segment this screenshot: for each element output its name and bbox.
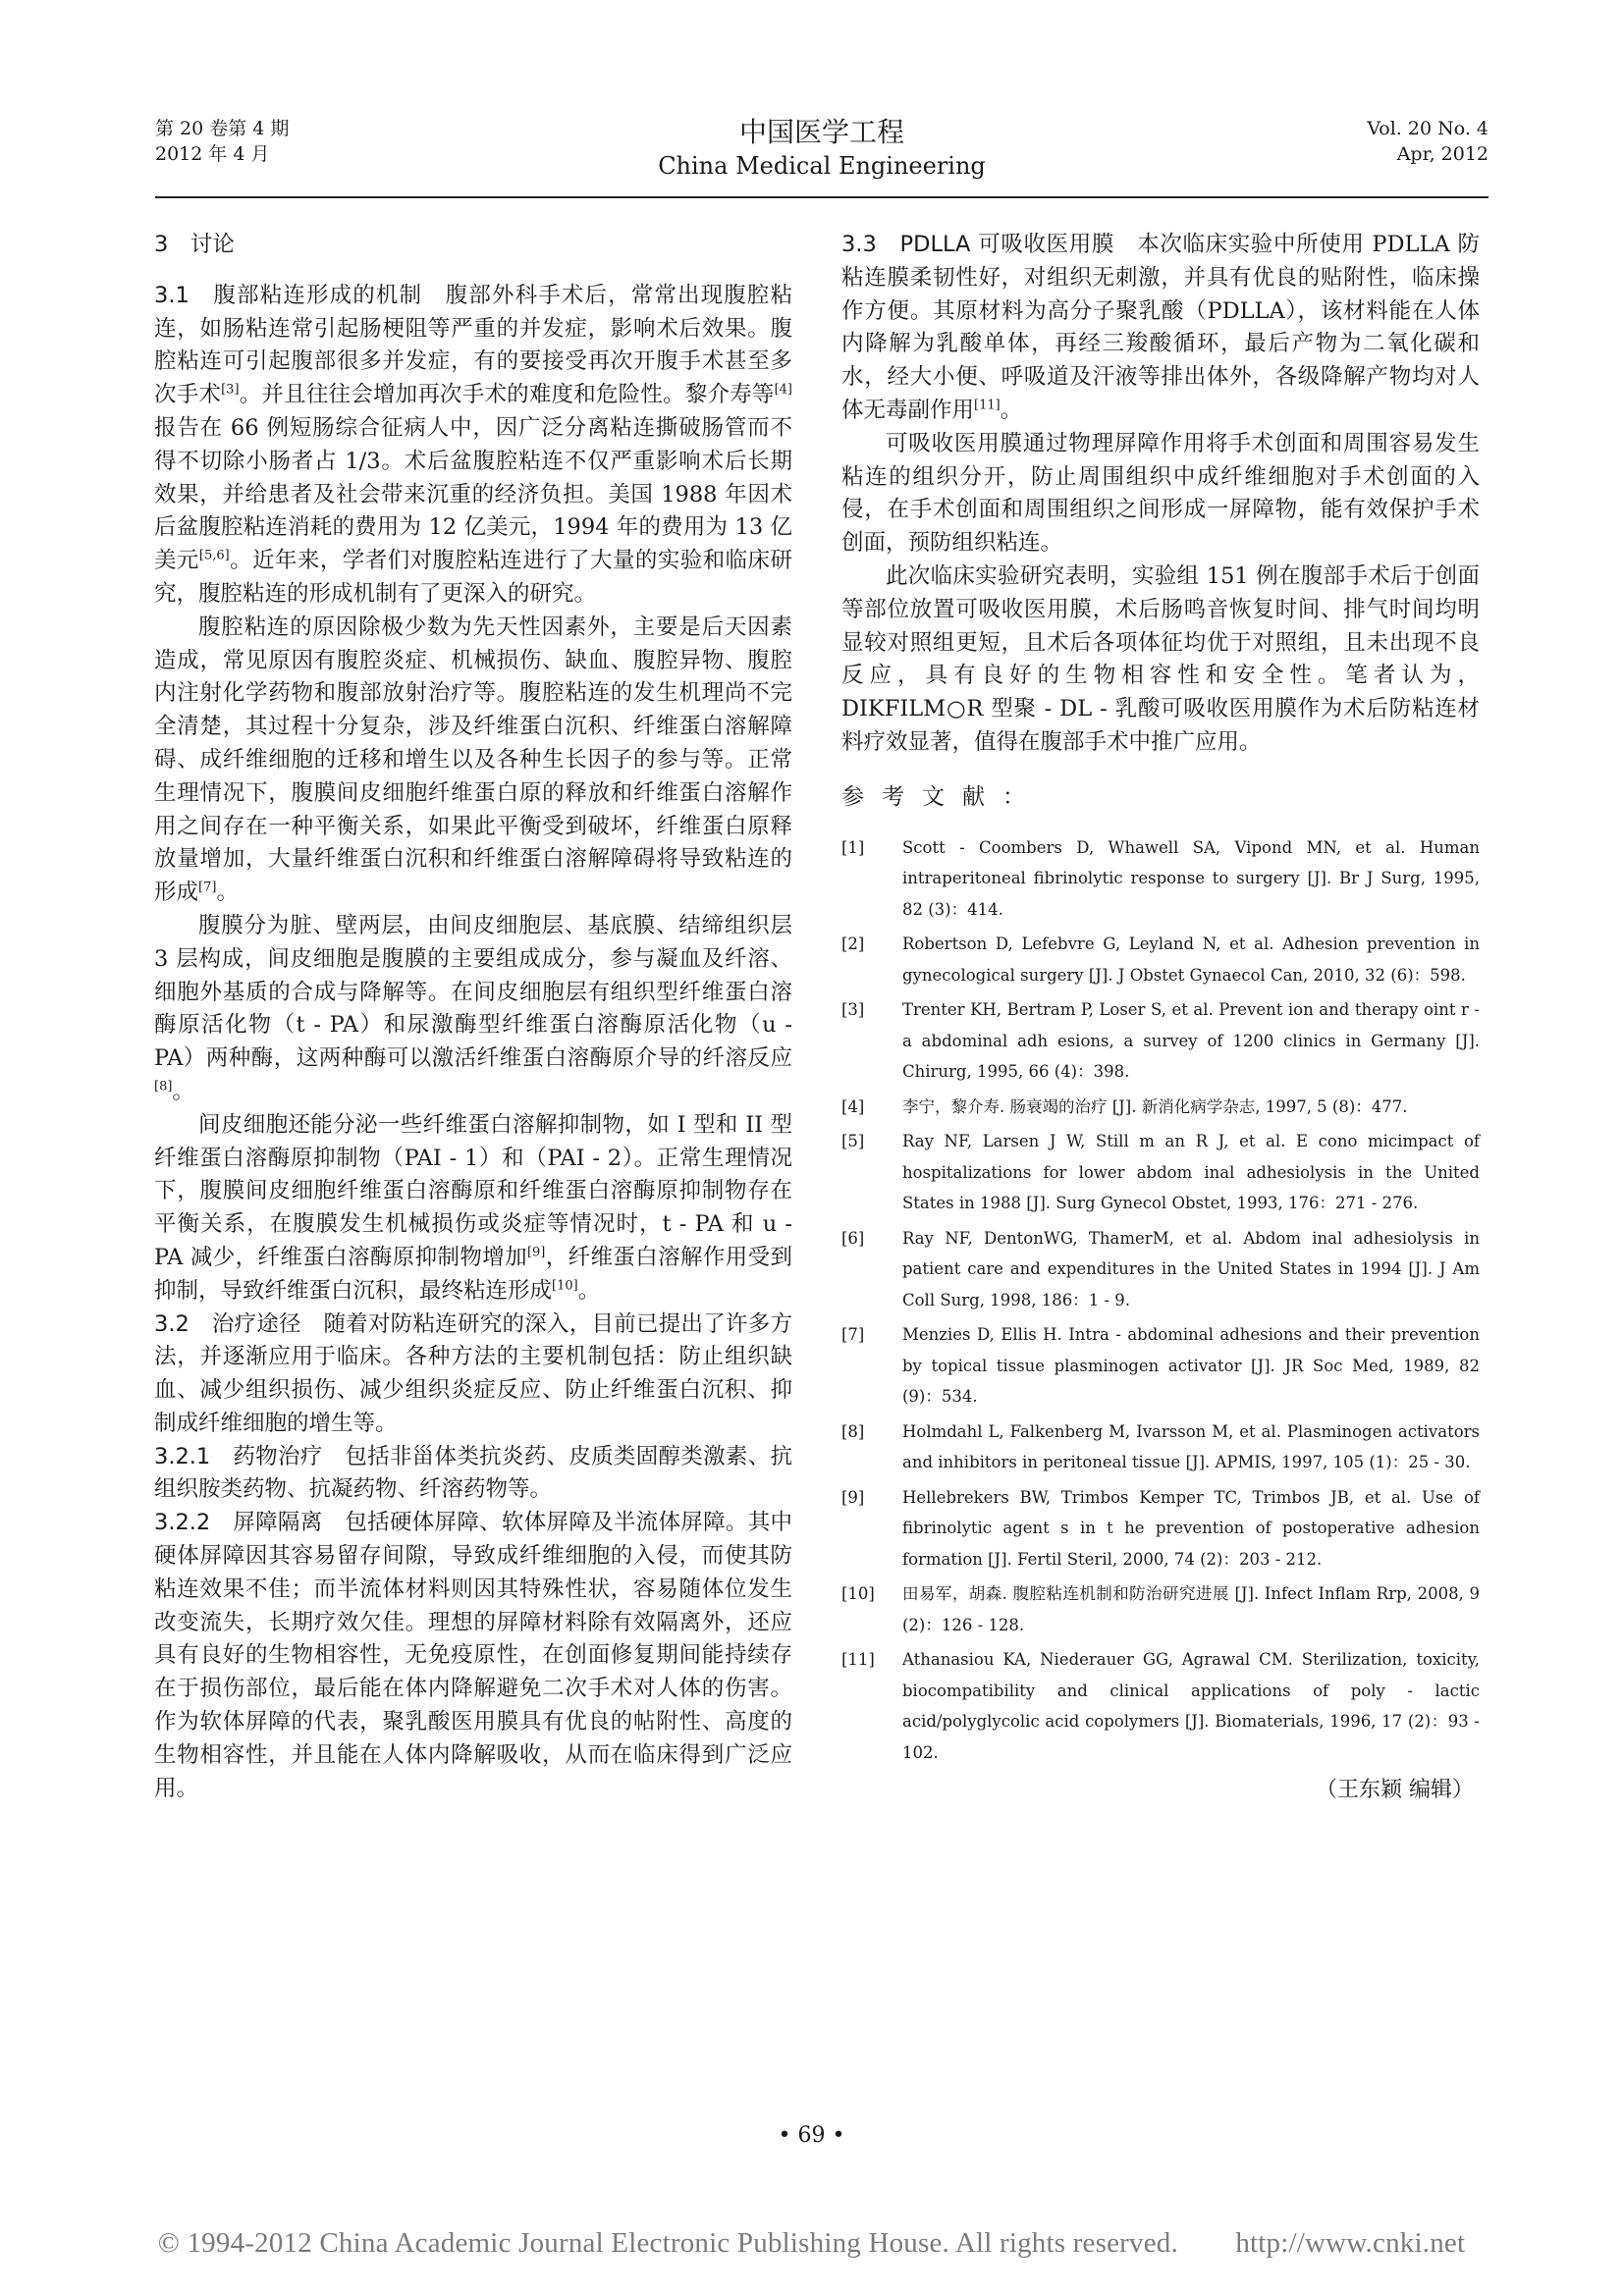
subsection-heading-3-2: 3.2 治疗途径 bbox=[154, 1310, 301, 1337]
subsection-heading-3-3: 3.3 PDLLA 可吸收医用膜 bbox=[841, 232, 1115, 257]
copyright-footer: © 1994-2012 China Academic Journal Electronic Publishing House. All rights reserved. http://www.cnki.net bbox=[157, 2227, 1466, 2259]
reference-item bbox=[841, 1126, 1480, 1219]
paragraph-3-1 bbox=[154, 280, 792, 612]
journal-title-en: China Medical Engineering bbox=[658, 152, 986, 180]
paragraph-causes bbox=[154, 612, 792, 910]
page-number: • 69 • bbox=[778, 2123, 845, 2148]
paragraph-text: 间皮细胞还能分泌一些纤维蛋白溶解抑制物，如 I 型和 II 型纤维蛋白溶酶原抑制物（PAI - 1）和（PAI - 2）。正常生理情况下，腹膜间皮细胞纤维蛋白溶酶原和纤维蛋白溶酶原抑制物存在平衡关系，在腹膜发生机械损伤或炎症等情况时，t - PA 和 u - PA 减少，纤维蛋白溶酶原抑制物增加 bbox=[154, 1111, 792, 1270]
citation: [5,6] bbox=[198, 548, 230, 563]
reference-number: [7] bbox=[841, 1325, 865, 1345]
reference-item bbox=[841, 1578, 1480, 1640]
reference-list bbox=[841, 832, 1480, 1769]
reference-number: [11] bbox=[841, 1650, 875, 1670]
subsection-heading-3-1: 3.1 腹部粘连形成的机制 bbox=[154, 282, 423, 308]
reference-text: Hellebrekers BW, Trimbos Kemper TC, Trimbos JB, et al. Use of fibrinolytic agent s in t he prevention of postoperative adhesion formation [J]. Fertil Steril, 2000, 74 (2)：203 - 212. bbox=[902, 1487, 1480, 1569]
right-column bbox=[841, 229, 1480, 1807]
reference-text: 田易军，胡森. 腹腔粘连机制和防治研究进展 [J]. Infect Inflam Rrp, 2008, 9 (2)：126 - 128. bbox=[902, 1584, 1480, 1634]
citation: [9] bbox=[526, 1245, 546, 1260]
reference-item bbox=[841, 1092, 1480, 1123]
reference-number: [3] bbox=[841, 1000, 865, 1020]
date-cn: 2012 年 4 月 bbox=[155, 143, 270, 165]
citation: [10] bbox=[552, 1278, 578, 1294]
date-en: Apr, 2012 bbox=[1396, 143, 1488, 165]
paragraph-3-2 bbox=[154, 1308, 792, 1441]
reference-number: [6] bbox=[841, 1228, 865, 1248]
reference-item bbox=[841, 1319, 1480, 1413]
subsection-heading-3-2-1: 3.2.1 药物治疗 bbox=[154, 1443, 323, 1469]
paragraph-inhibitors bbox=[154, 1109, 792, 1308]
citation: [4] bbox=[774, 382, 792, 398]
paragraph-text: 可吸收医用膜通过物理屏障作用将手术创面和周围容易发生粘连的组织分开，防止周围组织中成纤维细胞对手术创面的入侵，在手术创面和周围组织之间形成一屏障物，能有效保护手术创面，预防组织粘连。 bbox=[841, 430, 1480, 557]
reference-text: Holmdahl L, Falkenberg M, Ivarsson M, et al. Plasminogen activators and inhibitors in peritoneal tissue [J]. APMIS, 1997, 105 (1)：25 - 30. bbox=[902, 1421, 1480, 1472]
reference-number: [5] bbox=[841, 1132, 865, 1151]
paragraph-barrier bbox=[841, 428, 1480, 561]
volume-issue-cn: 第 20 卷第 4 期 bbox=[155, 118, 290, 139]
paragraph-text: 。 bbox=[172, 1078, 194, 1104]
paragraph-conclusion bbox=[841, 561, 1480, 760]
journal-title-cn: 中国医学工程 bbox=[738, 116, 904, 148]
paragraph-text: 腹部外科手术后，常常出现腹腔粘连，如肠粘连常引起肠梗阻等严重的并发症，影响术后效果。腹腔粘连可引起腹部很多并发症，有的要接受再次开腹手术甚至多次手术 bbox=[154, 282, 792, 408]
reference-text: 李宁，黎介寿. 肠衰竭的治疗 [J]. 新消化病学杂志, 1997, 5 (8)：477. bbox=[902, 1096, 1408, 1116]
references-heading: 参考文献： bbox=[841, 783, 1043, 810]
header-right bbox=[1367, 116, 1488, 167]
reference-item bbox=[841, 1482, 1480, 1575]
citation: [3] bbox=[221, 382, 240, 398]
reference-number: [8] bbox=[841, 1421, 865, 1441]
reference-text: Robertson D, Lefebvre G, Leyland N, et al. Adhesion prevention in gynecological surgery [J]. J Obstet Gynaecol Can, 2010, 32 (6)：598. bbox=[902, 934, 1480, 985]
subsection-heading-3-2-2: 3.2.2 屏障隔离 bbox=[154, 1510, 323, 1536]
reference-number: [1] bbox=[841, 837, 865, 857]
paragraph-text: 。近年来，学者们对腹腔粘连进行了大量的实验和临床研究，腹腔粘连的形成机制有了更深入的研究。 bbox=[154, 548, 792, 607]
reference-item bbox=[841, 1223, 1480, 1316]
reference-number: [10] bbox=[841, 1584, 875, 1604]
reference-text: Menzies D, Ellis H. Intra - abdominal adhesions and their prevention by topical tissue plasminogen activator [J]. JR Soc Med, 1989, 82 (9)：534. bbox=[902, 1325, 1480, 1407]
header-rule bbox=[155, 196, 1488, 198]
section-heading-discussion: 3 讨论 bbox=[154, 232, 235, 257]
editor-credit: （王东颖 编辑） bbox=[1316, 1778, 1474, 1803]
reference-text: Scott - Coombers D, Whawell SA, Vipond MN, et al. Human intraperitoneal fibrinolytic response to surgery [J]. Br J Surg, 1995, 82 (3)：414. bbox=[902, 837, 1480, 919]
paragraph-3-3 bbox=[841, 229, 1480, 428]
reference-item bbox=[841, 994, 1480, 1088]
paragraph-text: 报告在 66 例短肠综合征病人中，因广泛分离粘连撕破肠管而不得不切除小肠者占 1/3。术后盆腹腔粘连不仅严重影响术后长期效果，并给患者及社会带来沉重的经济负担。美国 1988 年因术后盆腹腔粘连消耗的费用为 12 亿美元，1994 年的费用为 13 亿美元 bbox=[154, 414, 792, 574]
paragraph-text: 。 bbox=[577, 1277, 601, 1304]
paragraph-3-2-1 bbox=[154, 1441, 792, 1508]
paragraph-text: 本次临床实验中所使用 PDLLA 防粘连膜柔韧性好，对组织无刺激，并具有优良的贴附性，临床操作方便。其原材料为高分子聚乳酸（PDLLA），该材料能在人体内降解为乳酸单体，再经三羧酸循环，最后产物为二氧化碳和水，经大小便、呼吸道及汗液等排出体外，各级降解产物均对人体无毒副作用 bbox=[841, 232, 1480, 423]
paragraph-text: 。 bbox=[1000, 397, 1023, 423]
reference-item bbox=[841, 1416, 1480, 1478]
citation: [7] bbox=[198, 880, 217, 895]
reference-number: [4] bbox=[841, 1096, 865, 1116]
page-header bbox=[155, 116, 1488, 187]
paragraph-text: 腹膜分为脏、壁两层，由间皮细胞层、基底膜、结缔组织层 3 层构成，间皮细胞是腹膜的主要组成成分，参与凝血及纤溶、细胞外基质的合成与降解等。在间皮细胞层有组织型纤维蛋白溶酶原活化物（t - PA）和尿激酶型纤维蛋白溶酶原活化物（u - PA）两种酶，这两种酶可以激活纤维蛋白溶酶原介导的纤溶反应 bbox=[154, 912, 792, 1072]
reference-number: [2] bbox=[841, 934, 865, 954]
paragraph-text: 包括硬体屏障、软体屏障及半流体屏障。其中硬体屏障因其容易留存间隙，导致成纤维细胞的入侵，而使其防粘连效果不佳；而半流体材料则因其特殊性状，容易随体位发生改变流失，长期疗效欠佳。理想的屏障材料除有效隔离外，还应具有良好的生物相容性，无免疫原性，在创面修复期间能持续存在于损伤部位，最后能在体内降解避免二次手术对人体的伤害。作为软体屏障的代表，聚乳酸医用膜具有优良的帖附性、高度的生物相容性，并且能在人体内降解吸收，从而在临床得到广泛应用。 bbox=[154, 1510, 792, 1801]
volume-issue-en: Vol. 20 No. 4 bbox=[1367, 118, 1488, 139]
reference-text: Trenter KH, Bertram P, Loser S, et al. Prevent ion and therapy oint r - a abdominal adh esions, a survey of 1200 clinics in Germany [J]. Chirurg, 1995, 66 (4)：398. bbox=[902, 1000, 1480, 1082]
reference-item bbox=[841, 1644, 1480, 1768]
citation: [8] bbox=[154, 1079, 173, 1095]
paragraph-text: 。并且往往会增加再次手术的难度和危险性。黎介寿等 bbox=[239, 382, 775, 408]
reference-text: Athanasiou KA, Niederauer GG, Agrawal CM. Sterilization, toxicity, biocompatibility and clinical applications of poly - lactic acid/polyglycolic acid copolymers [J]. Biomaterials, 1996, 17 (2)：93 - 102. bbox=[902, 1650, 1480, 1762]
reference-item bbox=[841, 929, 1480, 990]
paragraph-text: 随着对防粘连研究的深入，目前已提出了许多方法，并逐渐应用于临床。各种方法的主要机制包括：防止组织缺血、减少组织损伤、减少组织炎症反应、防止纤维蛋白沉积、抑制成纤维细胞的增生等。 bbox=[154, 1310, 792, 1436]
reference-number: [9] bbox=[841, 1487, 865, 1507]
paragraph-text: 腹腔粘连的原因除极少数为先天性因素外，主要是后天因素造成，常见原因有腹腔炎症、机械损伤、缺血、腹腔异物、腹腔内注射化学药物和腹部放射治疗等。腹腔粘连的发生机理尚不完全清楚，其过程十分复杂，涉及纤维蛋白沉积、纤维蛋白溶解障碍、成纤维细胞的迁移和增生以及各种生长因子的参与等。正常生理情况下，腹膜间皮细胞纤维蛋白原的释放和纤维蛋白溶解作用之间存在一种平衡关系，如果此平衡受到破坏，纤维蛋白原释放量增加，大量纤维蛋白沉积和纤维蛋白溶解障碍将导致粘连的形成 bbox=[154, 614, 792, 906]
reference-item bbox=[841, 832, 1480, 926]
left-column bbox=[154, 229, 792, 1805]
paragraph-text: 。 bbox=[216, 880, 239, 906]
reference-text: Ray NF, Larsen J W, Still m an R J, et al. E cono micimpact of hospitalizations for lower abdom inal adhesiolysis in the United States in 1988 [J]. Surg Gynecol Obstet, 1993, 176：271 - 276. bbox=[902, 1132, 1480, 1213]
paragraph-text: 包括非甾体类抗炎药、皮质类固醇类激素、抗组织胺类药物、抗凝药物、纤溶药物等。 bbox=[154, 1443, 792, 1503]
paragraph-text: 此次临床实验研究表明，实验组 151 例在腹部手术后于创面等部位放置可吸收医用膜，术后肠鸣音恢复时间、排气时间均明显较对照组更短，且术后各项体征均优于对照组，且未出现不良反应，具有良好的生物相容性和安全性。笔者认为，DIKFILM○R 型聚 - DL - 乳酸可吸收医用膜作为术后防粘连材料疗效显著，值得在腹部手术中推广应用。 bbox=[841, 562, 1480, 755]
paragraph-peritoneum bbox=[154, 910, 792, 1109]
paragraph-text: ，纤维蛋白溶解作用受到抑制，导致纤维蛋白沉积，最终粘连形成 bbox=[154, 1244, 792, 1304]
reference-text: Ray NF, DentonWG, ThamerM, et al. Abdom inal adhesiolysis in patient care and expenditures in the United States in 1994 [J]. J Am Coll Surg, 1998, 186：1 - 9. bbox=[902, 1228, 1480, 1309]
paragraph-3-2-2 bbox=[154, 1507, 792, 1805]
journal-title bbox=[155, 116, 1488, 183]
citation: [11] bbox=[974, 398, 1001, 413]
